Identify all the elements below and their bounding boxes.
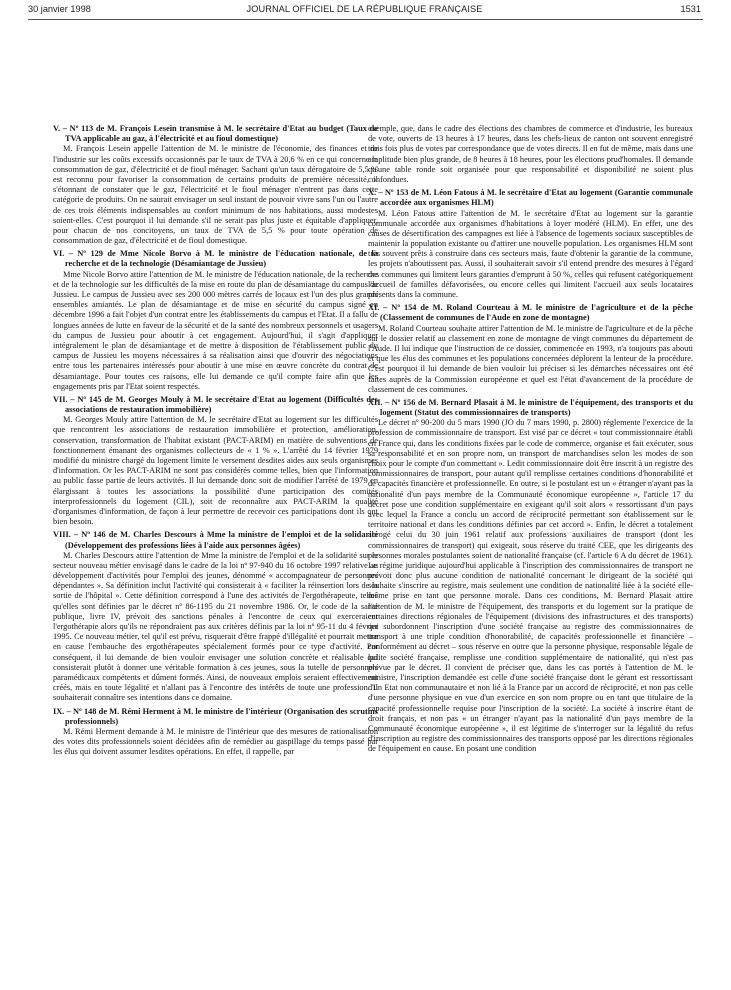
question-text-ix-continued: exemple, que, dans le cadre des élections des chambres de commerce et d'industrie, les bureaux de vote, ouverts de 13 heures à 17 heures, dans les chefs-lieux de canton ont souvent enregistré trois fois plus de votes par correspondance que de votes directs. Il en fut de même, mais dans une amplitude bien plus grande, de 8 heures à 18 heures, pour les élections prud'homales. Il demande qu'une table ronde soit organisée pour que responsabilité et disponibilité ne soient plus confondues. xyxy=(368,124,693,184)
question-text-vii: M. Georges Mouly attire l'attention de M. le secrétaire d'Etat au logement sur les difficultés que rencontrent les associations de restauration immobilière et protection, amélioration, conservation, transformation de l'habitat existant (PACT-ARIM) en matière de subventions de fonctionnement émanant des organismes collecteurs de « 1 % ». L'arrêté du 14 février 1979 modifié du ministre chargé du logement limite le versement desdites aides aux seuls organismes d'information. Or les PACT-ARIM ne sont pas considérés comme telles, bien que l'information au public fasse partie de leurs activités. Il lui demande donc soit de modifier l'arrêté de 1979 en élargissant à toutes les associations la possibilité d'une participation des comités interprofessionnels du logement (CIL), soit de reconnaître aux PACT-ARIM la qualité d'organismes d'information, de façon à leur permettre de recevoir ces participations dont ils ont bien besoin. xyxy=(53,415,378,527)
header-rule xyxy=(28,19,703,20)
question-text-viii: M. Charles Descours attire l'attention de Mme la ministre de l'emploi et de la solidarité sur le secteur nouveau métier envisagé dans le cadre de la loi nº 97-940 du 16 octobre 1997 relative au développement d'activités pour l'emploi des jeunes, dénommé « accompagnateur de personnes dépendantes ». Sa définition inclut l'activité qui consisterait à « faciliter la réinsertion lors de la sortie de l'hôpital ». Cette définition correspond à l'une des activités de l'ergothérapeute, telles qu'elles sont définies par le décret nº 86-1195 du 21 novembre 1986. Or, le code de la santé publique, livre IV, prévoit des sanctions pénales à l'encontre de ceux qui exerceraient l'ergothérapie alors qu'ils ne répondraient pas aux critères définis par la loi nº 95-11 du 4 février 1995. Ce nouveau métier, tel qu'il est prévu, risquerait d'être frappé d'illégalité et pourrait mettre en cause l'embauche des ergothérapeutes spécialement formés pour ce type d'activité. Par conséquent, il lui demande de bien vouloir envisager une solution concrète et réalisable qui consisterait plutôt à donner une véritable formation à ces jeunes, sous la tutelle de personnels paramédicaux compétents et dûment formés. Ainsi, de nouveaux emplois seraient effectivement créés, mais en toute légalité et n'allant pas à l'encontre des intérêts de toute une profession. Il souhaiterait connaître ses intentions dans ce domaine. xyxy=(53,550,378,703)
question-heading-vii: VII. – Nº 145 de M. Georges Mouly à M. le secrétaire d'Etat au logement (Difficultés des associations de restauration immobilière) xyxy=(53,394,378,415)
question-heading-xii: XII. – Nº 156 de M. Bernard Plasait à M. le ministre de l'équipement, des transports et du logement (Statut des commissionnaires de transports) xyxy=(368,397,693,418)
question-text-xi: M. Roland Courteau souhaite attirer l'attention de M. le ministre de l'agriculture et de la pêche sur le dossier relatif au classement en zone de montagne de vingt communes du département de l'Aude. Il lui indique que l'instruction de ce dossier, commencée en 1993, n'a toujours pas abouti et que les élus des communes et les populations concernées déplorent la lenteur de la procédure. C'est pourquoi il lui demande de bien vouloir lui préciser si les démarches nécessaires ont été faites auprès de la Commission européenne et quel est l'état d'avancement de la procédure de classement de ces communes. xyxy=(368,323,693,394)
question-heading-vi: VI. – Nº 129 de Mme Nicole Borvo à M. le ministre de l'éducation nationale, de la recherche et de la technologie (Désamiantage de Jussieu) xyxy=(53,249,378,269)
question-text-ix: M. Rémi Herment demande à M. le ministre de l'intérieur que des mesures de rationalisation des votes dits professionnels soient décidées afin de remédier au gaspillage du temps passé par les élus qui doivent assumer lesdites opérations. En effet, il rappelle, par xyxy=(53,726,378,757)
question-heading-v: V. – Nº 113 de M. François Lesein transmise à M. le secrétaire d'Etat au budget (Taux de TVA applicable au gaz, à l'électricité et au fioul domestique) xyxy=(53,124,378,144)
question-heading-x: X. – Nº 153 de M. Léon Fatous à M. le secrétaire d'Etat au logement (Garantie communale accordée aux organismes HLM) xyxy=(368,188,693,208)
question-text-xii: Le décret nº 90-200 du 5 mars 1990 (JO du 7 mars 1990, p. 2800) réglemente l'exercice de la profession de commissionnaire de transport. Est visé par ce décret « tout commissionnaire établi en France qui, dans les conditions fixées par le code de commerce, organise et fait exécuter, sous sa responsabilité et en son propre nom, un transport de marchandises selon les modes de son choix pour le compte d'un commettant ». Ledit commissionnaire doit être inscrit à un registre des commissionnaires de transport, pour autant qu'il remplisse certaines conditions d'honorabilité et de capacités financière et professionnelle. En outre, si le postulant est un « étranger n'ayant pas la nationalité d'un pays membre de la Communauté économique européenne », l'article 17 du décret pose une condition supplémentaire en exigeant qu'il soit alors « ressortissant d'un pays avec lequel la France a conclu un accord de réciprocité permettant son établissement sur le territoire national et dans les conditions définies par cet accord ». Enfin, le décret a totalement abrogé celui du 30 juin 1961 relatif aux professions auxiliaires de transport (dont les commissionnaires de transport) qui exigeait, sous réserve du traité CEE, que les dirigeants des personnes morales postulantes soient de nationalité française (cf. l'article 6 A du décret de 1961). Le régime juridique aujourd'hui applicable à l'inscription des commissionnaires de transport ne prévoit donc plus aucune condition de nationalité concernant le dirigeant de la société qui souhaite s'inscrire au registre, mais seulement une condition de nationalité liée à la société elle-même prise en tant que personne morale. Dans ces conditions, M. Bernard Plasait attire l'attention de M. le ministre de l'équipement, des transports et du logement sur la pratique de certaines directions régionales de l'équipement (divisions des infrastructures et des transports) qui subordonnent l'inscription d'une société française au registre des commissionnaires de transport à une triple condition d'honorabilité, de capacités professionnelle et financière – conformément au décret – sous réserve en outre que la personne physique, responsable légale de ladite société française, remplisse une condition supplémentaire de nationalité, qui n'est pas prévue par le décret. Il convient de préciser que, dans les cas portés à l'attention de M. le ministre, l'inscription demandée est celle d'une société française dont le gérant est ressortissant d'un Etat non communautaire et non lié à la France par un accord de réciprocité, et non pas celle d'une personne physique en vue d'un exercice en son nom propre ou en tant que titulaire de la capacité professionnelle requise pour l'inscription de la société. La société à inscrire étant de droit français, et non pas « un étranger n'ayant pas la nationalité d'un pays membre de la Communauté économique européenne », il est légitime de s'interroger sur la légalité du refus d'inscription au registre des commissionnaires des transports opposé par les directions régionales de l'équipement en cause. En posant une condition xyxy=(368,418,693,754)
question-heading-ix: IX. – Nº 148 de M. Rémi Herment à M. le ministre de l'intérieur (Organisation des scrutins professionnels) xyxy=(53,706,378,726)
question-heading-viii: VIII. – Nº 146 de M. Charles Descours à Mme la ministre de l'emploi et de la solidarité (Développement des professions liées à l'aide aux personnes âgées) xyxy=(53,530,378,550)
journal-title: JOURNAL OFFICIEL DE LA RÉPUBLIQUE FRANÇAISE xyxy=(246,4,483,14)
question-text-vi: Mme Nicole Borvo attire l'attention de M. le ministre de l'éducation nationale, de la recherche et de la technologie sur les difficultés de la mise en route du plan de désamiantage du campus de Jussieu. Le campus de Jussieu avec ses 200 000 mètres carrés de locaux est l'un des plus grands ensembles amiantés. Le plan de désamiantage et de mise en sécurité du campus signé en décembre 1996 a fait l'objet d'un contrat entre les établissements du campus et l'Etat. Il a fallu de longues années de lutte en faveur de la sécurité et de la santé des nombreux personnels et usagers du campus de Jussieu pour aboutir à cet engagement. Aujourd'hui, il s'agit d'appliquer intégralement le plan de désamiantage et de mettre à disposition de l'établissement public du campus de Jussieu les moyens nécessaires à sa réalisation ainsi que d'ouvrir des négociations entre tous les partenaires intéressés pour aboutir à une mise en œuvre concrète du contrat de désamiantage. Pour toutes ces raisons, elle lui demande ce qu'il compte faire afin que les engagements pris par l'Etat soient respectés. xyxy=(53,269,378,391)
page-number: 1531 xyxy=(680,4,701,14)
page-header xyxy=(28,4,701,18)
issue-date: 30 janvier 1998 xyxy=(28,4,91,14)
question-text-v: M. François Lesein appelle l'attention de M. le ministre de l'économie, des finances et de l'industrie sur les coûts excessifs occasionnés par le taux de TVA à 20,6 % en ce qui concerne la consommation de gaz, d'électricité et de fioul ménager. Sachant qu'un taux dérogatoire de 5,5 % est reconnu pour favoriser la consommation de certains produits de première nécessité, il s'étonnant de constater que le gaz, l'électricité et le fioul ménager n'entrent pas dans cette catégorie de produits. On ne saurait envisager un seul instant de pouvoir vivre sans l'un ou l'autre de ces trois éléments indispensables au confort minimum de nos habitations, aussi modestes soient-elles. C'est pourquoi il lui demande s'il ne serait pas plus juste et équitable d'appliquer, pour chacun de nos concitoyens, un taux de TVA de 5,5 % pour toute opération de consommation de gaz, d'électricité et de fioul domestique. xyxy=(53,144,378,246)
right-column xyxy=(368,124,693,754)
left-column xyxy=(53,124,378,757)
question-heading-xi: XI. – Nº 154 de M. Roland Courteau à M. le ministre de l'agriculture et de la pêche (Classement de communes de l'Aude en zone de montagne) xyxy=(368,303,693,323)
question-text-x: M. Léon Fatous attire l'attention de M. le secrétaire d'Etat au logement sur la garantie communale accordée aux organismes d'habitations à loyer modéré (HLM). En effet, une des causes de désertification des campagnes est liée à l'absence de logements sociaux susceptibles de maintenir la population existante ou d'attirer une nouvelle population. Les organismes HLM sont très souvent prêts à construire dans ces secteurs mais, faute d'obtenir la garantie de la commune, les projets n'aboutissent pas. Aussi, il souhaiterait savoir s'il entend prendre des mesures à l'égard des communes qui limitent leurs garanties d'emprunt à 50 %, celles qui refusent catégoriquement l'accueil de familles défavorisées, ou encore celles qui limitent l'accueil aux seuls locataires présents dans la commune. xyxy=(368,208,693,299)
